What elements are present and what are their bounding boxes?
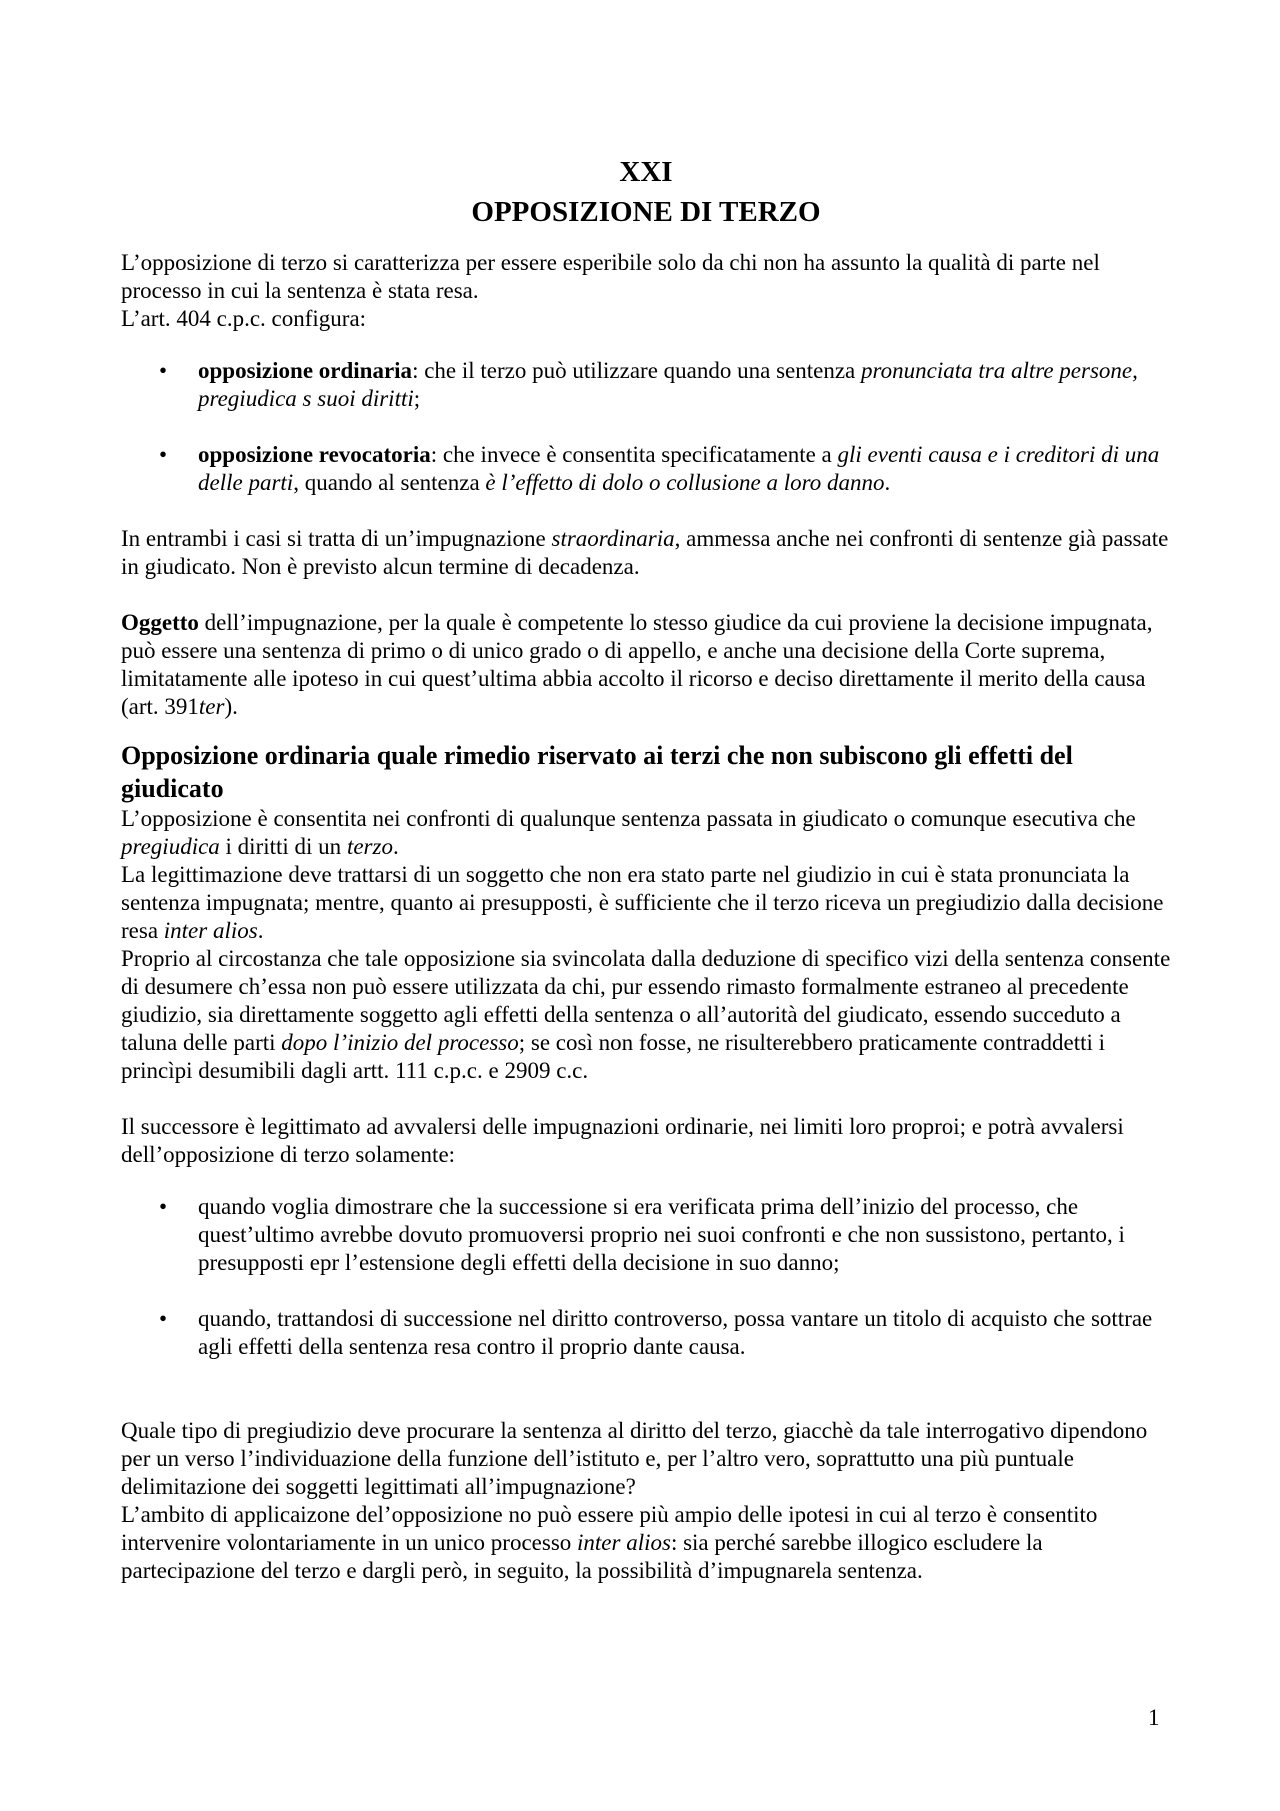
bullet-icon: •: [159, 358, 168, 383]
oggetto-paragraph: Oggetto dell’impugnazione, per la quale è competente lo stesso giudice da cui proviene la decisione impugnata, può essere una sentenza di primo o di unico grado o di appello, e anche una decisione della Corte suprema, limitatamente alle ipoteso in cui quest’ultima abbia accolto il ricorso e deciso direttamente il merito della causa (art. 391ter).: [121, 610, 1153, 719]
page-number: 1: [1148, 1705, 1160, 1730]
chapter-title: [121, 152, 1171, 232]
chapter-heading: OPPOSIZIONE DI TERZO: [471, 196, 821, 228]
section-paragraph: Proprio al circostanza che tale opposizione sia svincolata dalla deduzione di specifico vizi della sentenza consente di desumere ch’essa non può essere utilizzata da chi, pur essendo rimasto formalmente estraneo al precedente giudizio, sia direttamente soggetto agli effetti della sentenza o all’autorità del giudicato, essendo succeduto a taluna delle parti dopo l’inizio del processo; se così non fosse, ne risulterebbero praticamente contraddetti i princìpi desumibili dagli artt. 111 c.p.c. e 2909 c.c.: [121, 946, 1171, 1083]
closing-question-paragraph: Quale tipo di pregiudizio deve procurare la sentenza al diritto del terzo, giacchè da tale interrogativo dipendono per un verso l’individuazione della funzione dell’istituto e, per l’altro vero, soprattutto una più puntuale delimitazione dei soggetti legittimati all’impugnazione?: [121, 1418, 1148, 1499]
bullet-icon: •: [159, 1194, 168, 1219]
intro-paragraph: L’opposizione di terzo si caratterizza per essere esperibile solo da chi non ha assunto la qualità di parte nel processo in cui la sentenza è stata resa.: [121, 250, 1100, 303]
list-item: • opposizione ordinaria: che il terzo può utilizzare quando una sentenza pronunciata tra altre persone, pregiudica s suoi diritti;: [159, 358, 1138, 411]
successore-conditions-list: [121, 1193, 1171, 1361]
bullet-icon: •: [159, 442, 168, 467]
term-ordinaria: opposizione ordinaria: [198, 358, 413, 383]
list-item: • quando, trattandosi di successione nel diritto controverso, possa vantare un titolo di acquisto che sottrae agli effetti della sentenza resa contro il proprio dante causa.: [159, 1306, 1153, 1359]
section-heading: Opposizione ordinaria quale rimedio riservato ai terzi che non subiscono gli effetti del giudicato: [121, 741, 1073, 803]
section-paragraph: La legittimazione deve trattarsi di un soggetto che non era stato parte nel giudizio in cui è stata pronunciata la sentenza impugnata; mentre, quanto ai presupposti, è sufficiente che il terzo riceva un pregiudizio dalla decisione resa inter alios.: [121, 862, 1164, 943]
bullet-icon: •: [159, 1306, 168, 1331]
section-paragraph: L’opposizione è consentita nei confronti di qualunque sentenza passata in giudicato o comunque esecutiva che pregiudica i diritti di un terzo.: [121, 806, 1136, 859]
term-revocatoria: opposizione revocatoria: [198, 442, 431, 467]
straordinaria-paragraph: In entrambi i casi si tratta di un’impugnazione straordinaria, ammessa anche nei confronti di sentenze già passate in giudicato. Non è previsto alcun termine di decadenza.: [121, 526, 1169, 579]
list-item: • opposizione revocatoria: che invece è consentita specificatamente a gli eventi causa e i creditori di una delle parti, quando al sentenza è l’effetto di dolo o collusione a loro danno.: [159, 442, 1160, 495]
closing-paragraph: L’ambito di applicaizone del’opposizione no può essere più ampio delle ipotesi in cui al terzo è consentito intervenire volontariamente in un unico processo inter alios: sia perché sarebbe illogico escludere la partecipazione del terzo e dargli però, in seguito, la possibilità d’impugnarela sentenza.: [121, 1502, 1098, 1583]
list-item: • quando voglia dimostrare che la successione si era verificata prima dell’inizio del processo, che quest’ultimo avrebbe dovuto promuoversi proprio nei suoi confronti e che non sussistono, pertanto, i presupposti epr l’estensione degli effetti della decisione in suo danno;: [159, 1194, 1125, 1275]
successore-paragraph: Il successore è legittimato ad avvalersi delle impugnazioni ordinarie, nei limiti loro proproi; e potrà avvalersi dell’opposizione di terzo solamente:: [121, 1114, 1124, 1167]
opposition-types-list: [121, 357, 1171, 497]
chapter-number: XXI: [619, 156, 673, 188]
document-page: [121, 152, 1171, 1585]
intro-article-line: L’art. 404 c.p.c. configura:: [121, 306, 367, 331]
